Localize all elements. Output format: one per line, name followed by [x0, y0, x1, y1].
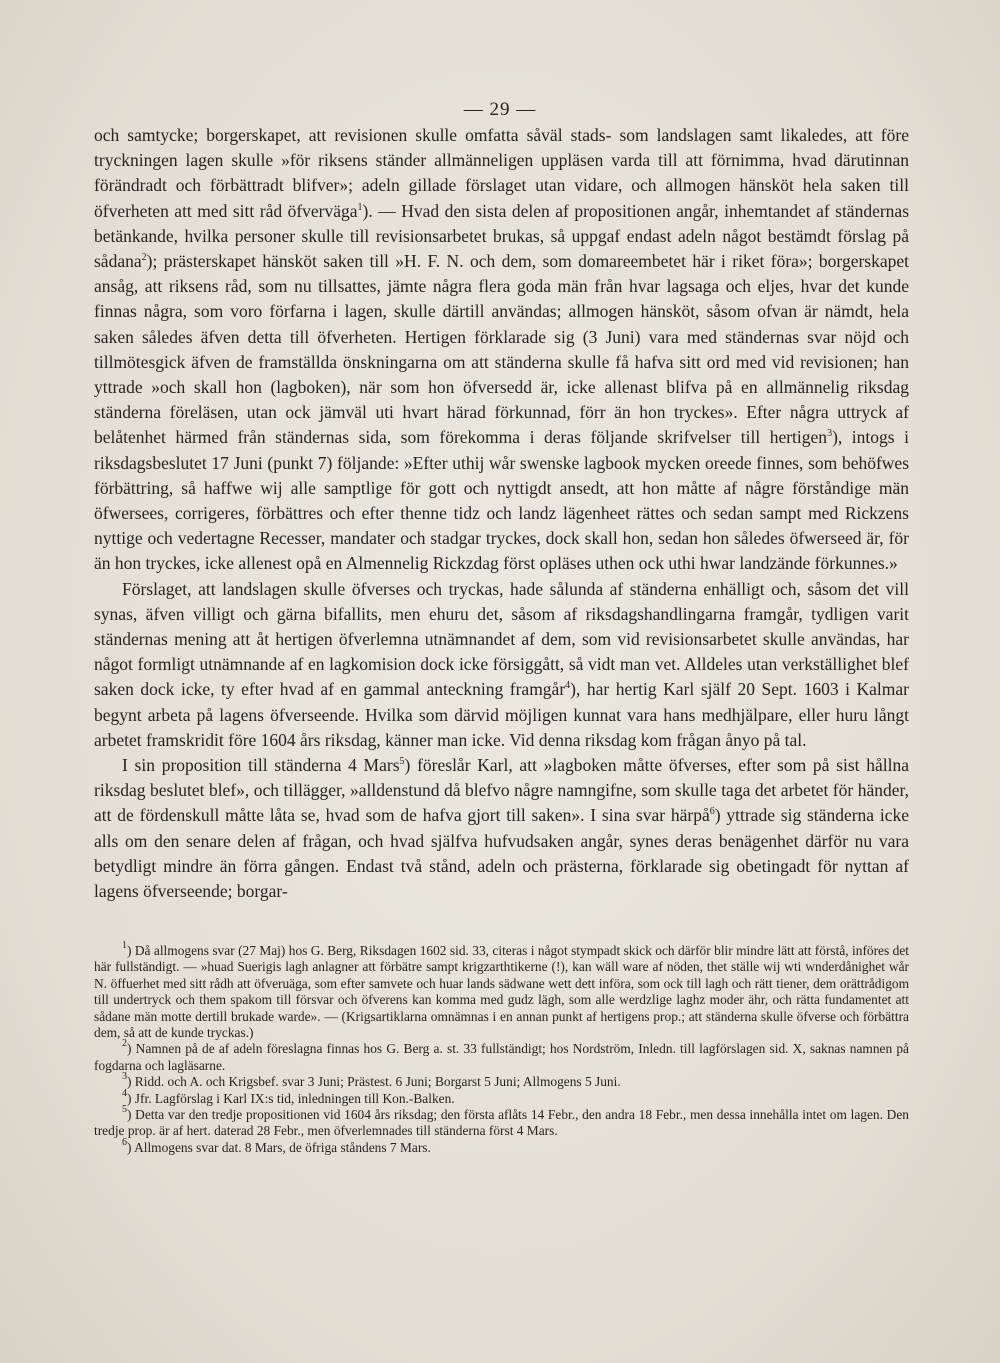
footnote-2 — [94, 1038, 909, 1074]
text-run: ) föreslår Karl, att »lagboken måtte öfverses, efter som på sist hållna riksdag beslutet blef», och tillägger, »alldenstund då blefvo någre namngifne, som skulle taga det arbetet för händer, att de fördenskull måtte låta se, hvad som de hafva gjort till saken». I sina svar härpå — [94, 755, 909, 826]
footnote-6 — [94, 1136, 909, 1156]
body-text — [94, 123, 909, 904]
text-run: och samtycke; borgerskapet, att revisionen skulle omfatta såväl stads- som landslagen samt likaledes, att före tryckningen lagen skulle »för riksens ständer allmänneligen uppläsen varda till att förnimma, hvad därutinnan förändradt och förbättradt blifver»; adeln gillade förslaget utan vidare, och allmogen hänsköt hela saken till öfverheten att med sitt råd öfverväga — [94, 125, 909, 221]
footnote-text: ) Allmogens svar dat. 8 Mars, de öfriga ståndens 7 Mars. — [127, 1139, 431, 1155]
footnotes — [94, 940, 909, 1156]
footnote-mark: 2 — [122, 1038, 127, 1050]
footnote-5 — [94, 1104, 909, 1140]
footnote-4 — [94, 1087, 909, 1107]
footnote-text: ) Jfr. Lagförslag i Karl IX:s tid, inledningen till Kon.-Balken. — [127, 1090, 455, 1106]
text-run: ); prästerskapet hänsköt saken till »H. F. N. och dem, som domareembetet här i riket föra»; borgerskapet ansåg, att riksens råd, som nu tillsattes, jämte några flera goda män från hvar lagsaga och eljes, hvar det kunde finnas några, som voro förfarna i lagen, skulle därtill användas; allmogen hänsköt, såsom ofvan är nämdt, hela saken således äfven detta till öfverheten. Hertigen förklarade sig (3 Juni) vara med ständernas svar nöjd och tillmötesgick äfven de framställda önskningarna om att ständerna skulle få hafva sitt ord med vid revisionen; han yttrade »och skall hon (lagboken), när som hon öfversedd är, icke allenast blifva på en allmännelig riksdag ständerna föreläsen, utan ock jämväl uti hvart härad förkunnad, förr än hon tryckes». Efter några uttryck af belåtenhet härmed från ständernas sida, som förekomma i deras följande skrifvelser till hertigen — [94, 251, 909, 448]
text-run: I sin proposition till ständerna 4 Mars — [122, 755, 400, 776]
footnote-ref-4[interactable]: 4 — [565, 680, 571, 692]
footnote-text: ) Ridd. och A. och Krigsbef. svar 3 Juni; Prästest. 6 Juni; Borgarst 5 Juni; Allmogens 5 Juni. — [127, 1074, 621, 1090]
footnote-mark: 4 — [122, 1087, 127, 1099]
paragraph-3 — [94, 753, 909, 904]
footnote-text: ) Namnen på de af adeln föreslagna finnas hos G. Berg a. st. 33 fullständigt; hos Nordström, Inledn. till lagförslagen sid. X, saknas namnen på fogdarna och lagläsarne. — [94, 1041, 909, 1073]
footnote-text: ) Då allmogens svar (27 Maj) hos G. Berg, Riksdagen 1602 sid. 33, citeras i något stympadt skick och därför blir mindre lätt att förstå, införes det här fullständigt. — »huad Suerigis lagh anlagner att förbätre sampt krigzarthtikerne (!), kan wäll ware af nöden, thet ställe wij wti wnderdånighet wår N. öffuerhet med sitt rådh att öfveruäga, som efter samvete och huar lands sädwane wett dett införa, som ock till lagh och rätt tiener, dem orättrådigom till undertryck och them spakom till försvar och öfverens kan komma med gudz lägh, som alle werdzlige laghz moder ähr, och rätta fundamentet att sådane män motte dertill brukade warde». — (Krigsartiklarna omnämnas i en annan punkt af hertigens prop.; att ständerna skulle öfverse och förbättra dem, så att de kunde tryckas.) — [94, 943, 909, 1041]
footnote-1 — [94, 940, 909, 1041]
text-run: Förslaget, att landslagen skulle öfverses och tryckas, hade sålunda af ständerna enhälligt och, såsom det vill synas, äfven villigt och gärna bifallits, men ehuru det, såsom af riksdagshandlingarna framgår, tydligen varit ständernas mening att åt hertigen öfverlemna utnämnandet af dem, som vid revisionsarbetet skulle användas, har något formligt utnämnande af en lagkomision dock icke försiggått, så vidt man vet. Alldeles utan verkställighet blef saken dock icke, ty efter hvad af en gammal anteckning framgår — [94, 578, 909, 700]
footnote-ref-2[interactable]: 2 — [141, 252, 147, 264]
footnote-ref-1[interactable]: 1 — [357, 201, 363, 213]
text-run: ), har hertig Karl själf 20 Sept. 1603 i Kalmar begynt arbeta på lagens öfverseende. Hvilka som därvid möjligen kunnat vara hans medhjälpare, eller huru långt arbetet framskridit före 1604 års riksdag, känner man icke. Vid denna riksdag kom frågan ånyo på tal. — [94, 679, 909, 750]
text-run: ). — Hvad den sista delen af propositionen angår, inhemtandet af ständernas betänkande, hvilka personer skulle till revisionsarbetet brukas, så uppgaf endast adeln något bestämdt förslag på sådana — [94, 200, 909, 272]
paragraph-1 — [94, 123, 909, 577]
page-number: — 29 — — [463, 99, 537, 120]
footnote-mark: 5 — [122, 1104, 127, 1116]
footnote-ref-3[interactable]: 3 — [827, 428, 833, 440]
footnote-mark: 3 — [122, 1071, 127, 1083]
footnote-ref-5[interactable]: 5 — [399, 756, 405, 768]
text-run: ), intogs i riksdagsbeslutet 17 Juni (punkt 7) följande: »Efter uthij wår swenske lagbook mycken oreede finnes, som behöfwes förbättring, så haffwe wij alle samptlige för gott och nyttigdt ansedt, att hon måtte af någre förståndige män öfwersees, corrigeres, förbättres och efter thenne tidz och landz lägenheet rättes och sedan sampt med Rickzens nyttige och vedertagne Recesser, mandater och stadgar tryckes, dock skall hon, sedan hon således öfwerseed är, för än hon tryckes, icke allenest opå en Almennelig Rickzdag först opläses uthen ock uthi hwar landzände förkunnes.» — [94, 427, 909, 574]
footnote-mark: 1 — [122, 940, 127, 951]
footnote-text: ) Detta var den tredje propositionen vid 1604 års riksdag; den första aflåts 14 Febr., den andra 18 Febr., men dessa innehålla intet om lagen. Den tredje prop. är af hert. daterad 28 Febr., men öfverlemnades till ständerna först 4 Mars. — [94, 1107, 909, 1139]
footnote-3 — [94, 1071, 909, 1090]
footnote-ref-6[interactable]: 6 — [709, 806, 715, 818]
footnote-mark: 6 — [122, 1136, 127, 1148]
text-run: ) yttrade sig ständerna icke alls om den senare delen af frågan, och hvad själfva hufvudsaken angår, synes deras benägenhet därför nu vara betydligt mindre än förra gången. Endast två stånd, adeln och prästerna, förklarade sig obetingadt för nyttan af lagens öfverseende; borgar- — [94, 805, 910, 902]
paragraph-2 — [94, 577, 909, 753]
